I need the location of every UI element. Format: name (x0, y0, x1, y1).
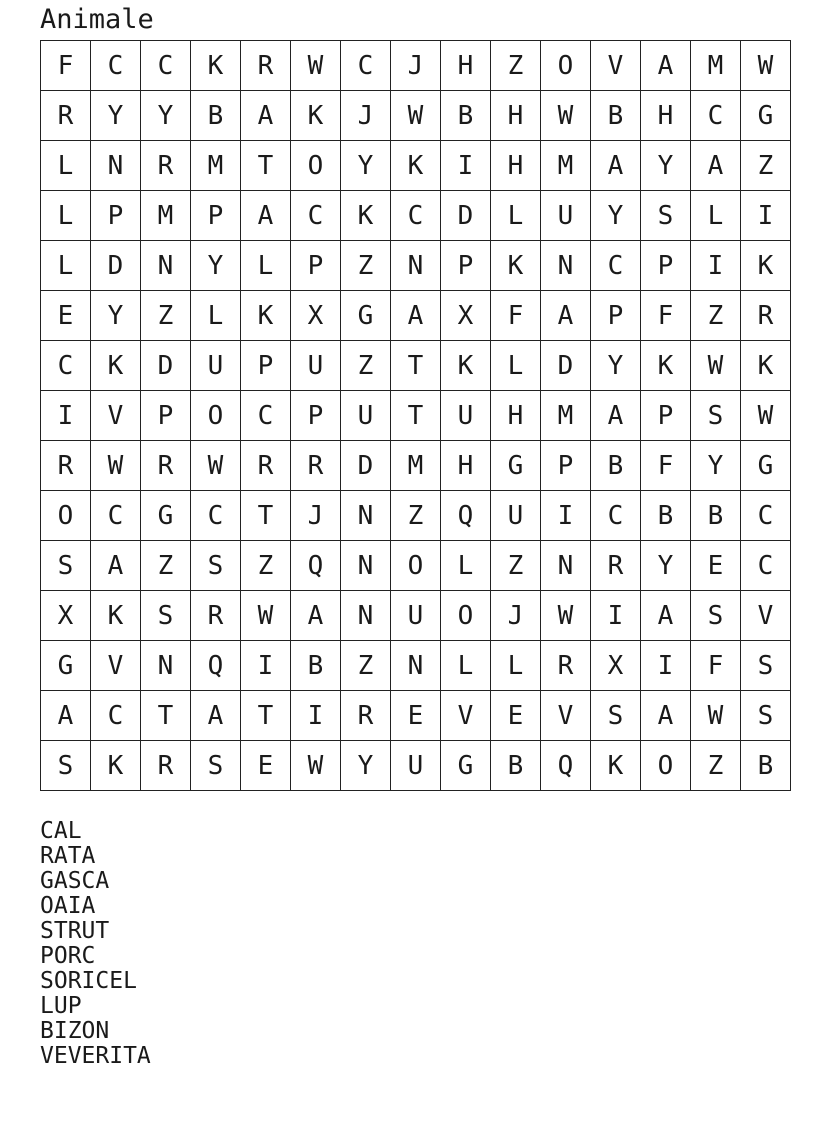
grid-cell[interactable]: T (391, 341, 441, 391)
grid-cell[interactable]: B (741, 741, 791, 791)
grid-cell[interactable]: Y (641, 141, 691, 191)
grid-cell[interactable]: W (691, 341, 741, 391)
grid-cell[interactable]: D (541, 341, 591, 391)
grid-cell[interactable]: L (441, 541, 491, 591)
grid-cell[interactable]: B (191, 91, 241, 141)
grid-cell[interactable]: S (191, 541, 241, 591)
grid-cell[interactable]: B (591, 441, 641, 491)
grid-cell[interactable]: P (441, 241, 491, 291)
grid-cell[interactable]: P (291, 241, 341, 291)
grid-cell[interactable]: I (291, 691, 341, 741)
grid-cell[interactable]: G (441, 741, 491, 791)
grid-cell[interactable]: J (491, 591, 541, 641)
grid-cell[interactable]: T (141, 691, 191, 741)
grid-cell[interactable]: Z (391, 491, 441, 541)
grid-cell[interactable]: I (441, 141, 491, 191)
grid-cell[interactable]: B (641, 491, 691, 541)
grid-cell[interactable]: D (91, 241, 141, 291)
grid-cell[interactable]: W (691, 691, 741, 741)
grid-cell[interactable]: K (391, 141, 441, 191)
grid-cell[interactable]: C (91, 691, 141, 741)
grid-cell[interactable]: Y (141, 91, 191, 141)
grid-cell[interactable]: H (491, 141, 541, 191)
grid-cell[interactable]: A (641, 41, 691, 91)
grid-cell[interactable]: R (741, 291, 791, 341)
grid-cell[interactable]: V (591, 41, 641, 91)
grid-cell[interactable]: U (541, 191, 591, 241)
grid-cell[interactable]: X (41, 591, 91, 641)
grid-cell[interactable]: H (441, 41, 491, 91)
grid-cell[interactable]: W (191, 441, 241, 491)
grid-cell[interactable]: B (591, 91, 641, 141)
grid-cell[interactable]: Z (691, 741, 741, 791)
grid-cell[interactable]: A (641, 591, 691, 641)
grid-cell[interactable]: S (41, 541, 91, 591)
grid-cell[interactable]: U (191, 341, 241, 391)
grid-cell[interactable]: K (341, 191, 391, 241)
grid-cell[interactable]: E (241, 741, 291, 791)
grid-cell[interactable]: Y (341, 141, 391, 191)
grid-cell[interactable]: R (141, 741, 191, 791)
grid-cell[interactable]: C (741, 541, 791, 591)
grid-cell[interactable]: P (541, 441, 591, 491)
grid-cell[interactable]: T (241, 691, 291, 741)
grid-cell[interactable]: E (41, 291, 91, 341)
grid-cell[interactable]: X (291, 291, 341, 341)
grid-cell[interactable]: L (491, 191, 541, 241)
grid-cell[interactable]: C (91, 491, 141, 541)
grid-cell[interactable]: Z (691, 291, 741, 341)
grid-cell[interactable]: I (591, 591, 641, 641)
grid-cell[interactable]: A (691, 141, 741, 191)
grid-cell[interactable]: I (241, 641, 291, 691)
grid-cell[interactable]: F (641, 441, 691, 491)
grid-cell[interactable]: K (491, 241, 541, 291)
grid-cell[interactable]: L (41, 241, 91, 291)
grid-cell[interactable]: C (741, 491, 791, 541)
grid-cell[interactable]: X (591, 641, 641, 691)
grid-cell[interactable]: M (391, 441, 441, 491)
letter-grid (40, 40, 791, 791)
grid-cell[interactable]: C (191, 491, 241, 541)
grid-cell[interactable]: S (741, 641, 791, 691)
grid-cell[interactable]: Z (141, 541, 191, 591)
grid-cell[interactable]: Y (91, 291, 141, 341)
grid-cell[interactable]: Z (491, 41, 541, 91)
grid-cell[interactable]: C (291, 191, 341, 241)
grid-cell[interactable]: T (241, 141, 291, 191)
grid-cell[interactable]: A (91, 541, 141, 591)
grid-cell[interactable]: B (291, 641, 341, 691)
grid-cell[interactable]: S (741, 691, 791, 741)
grid-cell[interactable]: W (91, 441, 141, 491)
grid-cell[interactable]: M (691, 41, 741, 91)
grid-cell[interactable]: Y (341, 741, 391, 791)
grid-cell[interactable]: K (91, 591, 141, 641)
grid-cell[interactable]: Y (591, 341, 641, 391)
grid-cell[interactable]: Y (591, 191, 641, 241)
grid-cell[interactable]: O (191, 391, 241, 441)
grid-cell[interactable]: Z (241, 541, 291, 591)
grid-cell[interactable]: O (441, 591, 491, 641)
grid-cell[interactable]: G (141, 491, 191, 541)
grid-cell[interactable]: O (391, 541, 441, 591)
grid-cell[interactable]: L (691, 191, 741, 241)
grid-cell[interactable]: K (741, 241, 791, 291)
grid-cell[interactable]: Z (141, 291, 191, 341)
grid-cell[interactable]: C (691, 91, 741, 141)
grid-cell[interactable]: V (91, 641, 141, 691)
grid-cell[interactable]: F (491, 291, 541, 341)
grid-cell[interactable]: H (441, 441, 491, 491)
grid-cell[interactable]: G (341, 291, 391, 341)
puzzle-title: Animale (40, 4, 154, 35)
grid-cell[interactable]: G (491, 441, 541, 491)
word-list-item: OAIA (40, 893, 96, 919)
grid-cell[interactable]: W (741, 41, 791, 91)
grid-cell[interactable]: E (491, 691, 541, 741)
grid-cell[interactable]: N (141, 641, 191, 691)
word-list (40, 819, 151, 1069)
grid-cell[interactable]: N (341, 591, 391, 641)
grid-cell[interactable]: C (591, 491, 641, 541)
grid-cell[interactable]: R (541, 641, 591, 691)
grid-cell[interactable]: L (491, 341, 541, 391)
grid-cell[interactable]: I (691, 241, 741, 291)
grid-cell[interactable]: M (191, 141, 241, 191)
grid-cell[interactable]: U (491, 491, 541, 541)
grid-cell[interactable]: G (41, 641, 91, 691)
word-list-item: STRUT (40, 918, 110, 944)
grid-cell[interactable]: G (741, 441, 791, 491)
grid-cell[interactable]: K (641, 341, 691, 391)
grid-cell[interactable]: P (191, 191, 241, 241)
grid-cell[interactable]: I (641, 641, 691, 691)
grid-cell[interactable]: B (491, 741, 541, 791)
grid-cell[interactable]: A (41, 691, 91, 741)
grid-cell[interactable]: Q (441, 491, 491, 541)
grid-cell[interactable]: C (241, 391, 291, 441)
grid-cell[interactable]: P (641, 391, 691, 441)
grid-cell[interactable]: W (241, 591, 291, 641)
grid-cell[interactable]: R (41, 91, 91, 141)
grid-cell[interactable]: W (541, 91, 591, 141)
grid-cell[interactable]: Y (191, 241, 241, 291)
grid-cell[interactable]: M (141, 191, 191, 241)
grid-cell[interactable]: S (641, 191, 691, 241)
grid-cell[interactable]: V (741, 591, 791, 641)
grid-cell[interactable]: R (591, 541, 641, 591)
grid-cell[interactable]: N (391, 241, 441, 291)
grid-cell[interactable]: W (541, 591, 591, 641)
grid-cell[interactable]: U (341, 391, 391, 441)
grid-cell[interactable]: A (191, 691, 241, 741)
grid-cell[interactable]: H (491, 91, 541, 141)
grid-cell[interactable]: Z (341, 641, 391, 691)
grid-cell[interactable]: K (91, 741, 141, 791)
grid-cell[interactable]: N (341, 491, 391, 541)
grid-cell[interactable]: C (91, 41, 141, 91)
grid-cell[interactable]: V (91, 391, 141, 441)
grid-cell[interactable]: J (291, 491, 341, 541)
grid-cell[interactable]: S (691, 391, 741, 441)
grid-cell[interactable]: A (591, 141, 641, 191)
grid-cell[interactable]: C (391, 191, 441, 241)
grid-cell[interactable]: N (541, 241, 591, 291)
grid-cell[interactable]: Y (641, 541, 691, 591)
grid-cell[interactable]: C (141, 41, 191, 91)
grid-cell[interactable]: L (41, 141, 91, 191)
grid-cell[interactable]: K (91, 341, 141, 391)
grid-cell[interactable]: M (541, 141, 591, 191)
grid-cell[interactable]: D (441, 191, 491, 241)
grid-cell[interactable]: B (441, 91, 491, 141)
grid-cell[interactable]: Q (291, 541, 341, 591)
grid-cell[interactable]: X (441, 291, 491, 341)
word-list-item: BIZON (40, 1018, 110, 1044)
grid-cell[interactable]: W (391, 91, 441, 141)
grid-cell[interactable]: R (241, 441, 291, 491)
grid-cell[interactable]: V (541, 691, 591, 741)
grid-cell[interactable]: S (141, 591, 191, 641)
grid-cell[interactable]: L (241, 241, 291, 291)
grid-cell[interactable]: S (41, 741, 91, 791)
grid-cell[interactable]: C (591, 241, 641, 291)
grid-cell[interactable]: Z (491, 541, 541, 591)
grid-cell[interactable]: R (241, 41, 291, 91)
grid-cell[interactable]: P (141, 391, 191, 441)
word-list-item: LUP (40, 993, 82, 1019)
grid-cell[interactable]: M (541, 391, 591, 441)
grid-cell[interactable]: U (391, 591, 441, 641)
grid-cell[interactable]: A (241, 191, 291, 241)
grid-cell[interactable]: C (341, 41, 391, 91)
grid-cell[interactable]: T (241, 491, 291, 541)
grid-cell[interactable]: R (141, 441, 191, 491)
grid-cell[interactable]: N (91, 141, 141, 191)
grid-cell[interactable]: H (491, 391, 541, 441)
grid-cell[interactable]: W (291, 41, 341, 91)
word-list-item: GASCA (40, 868, 110, 894)
grid-cell[interactable]: P (591, 291, 641, 341)
grid-cell[interactable]: B (691, 491, 741, 541)
grid-cell[interactable]: Q (541, 741, 591, 791)
grid-cell[interactable]: I (41, 391, 91, 441)
grid-cell[interactable]: V (441, 691, 491, 741)
grid-cell[interactable]: P (241, 341, 291, 391)
grid-cell[interactable]: A (591, 391, 641, 441)
grid-cell[interactable]: P (291, 391, 341, 441)
grid-cell[interactable]: K (741, 341, 791, 391)
grid-cell[interactable]: N (341, 541, 391, 591)
grid-cell[interactable]: O (41, 491, 91, 541)
word-list-item: RATA (40, 843, 96, 869)
grid-cell[interactable]: A (641, 691, 691, 741)
grid-cell[interactable]: K (191, 41, 241, 91)
grid-cell[interactable]: O (641, 741, 691, 791)
grid-cell[interactable]: Z (341, 241, 391, 291)
grid-cell[interactable]: U (391, 741, 441, 791)
word-list-item: VEVERITA (40, 1043, 151, 1069)
grid-cell[interactable]: R (341, 691, 391, 741)
grid-cell[interactable]: S (691, 591, 741, 641)
grid-cell[interactable]: S (191, 741, 241, 791)
grid-cell[interactable]: N (391, 641, 441, 691)
grid-cell[interactable]: Z (741, 141, 791, 191)
grid-cell[interactable]: N (141, 241, 191, 291)
grid-cell[interactable]: E (391, 691, 441, 741)
grid-cell[interactable]: G (741, 91, 791, 141)
grid-cell[interactable]: J (391, 41, 441, 91)
grid-cell[interactable]: K (441, 341, 491, 391)
grid-cell[interactable]: Q (191, 641, 241, 691)
grid-cell[interactable]: K (291, 91, 341, 141)
grid-cell[interactable]: D (141, 341, 191, 391)
grid-cell[interactable]: L (191, 291, 241, 341)
grid-cell[interactable]: U (291, 341, 341, 391)
grid-cell[interactable]: N (541, 541, 591, 591)
grid-cell[interactable]: A (291, 591, 341, 641)
grid-cell[interactable]: R (191, 591, 241, 641)
grid-cell[interactable]: L (41, 191, 91, 241)
grid-cell[interactable]: U (441, 391, 491, 441)
grid-cell[interactable]: H (641, 91, 691, 141)
word-list-item: PORC (40, 943, 96, 969)
grid-cell[interactable]: W (741, 391, 791, 441)
grid-cell[interactable]: F (41, 41, 91, 91)
grid-cell[interactable]: Y (91, 91, 141, 141)
grid-cell[interactable]: S (591, 691, 641, 741)
grid-cell[interactable]: R (141, 141, 191, 191)
grid-cell[interactable]: P (641, 241, 691, 291)
grid-cell[interactable]: R (291, 441, 341, 491)
grid-cell[interactable]: F (691, 641, 741, 691)
grid-cell[interactable]: L (491, 641, 541, 691)
grid-cell[interactable]: J (341, 91, 391, 141)
grid-cell[interactable]: L (441, 641, 491, 691)
grid-cell[interactable]: W (291, 741, 341, 791)
grid-cell[interactable]: I (541, 491, 591, 541)
grid-cell[interactable]: I (741, 191, 791, 241)
grid-cell[interactable]: A (541, 291, 591, 341)
grid-cell[interactable]: O (541, 41, 591, 91)
grid-cell[interactable]: Z (341, 341, 391, 391)
grid-cell[interactable]: T (391, 391, 441, 441)
grid-cell[interactable]: A (391, 291, 441, 341)
grid-cell[interactable]: K (591, 741, 641, 791)
word-list-item: CAL (40, 818, 82, 844)
grid-cell[interactable]: Y (691, 441, 741, 491)
grid-cell[interactable]: K (241, 291, 291, 341)
grid-cell[interactable]: O (291, 141, 341, 191)
word-list-item: SORICEL (40, 968, 137, 994)
grid-cell[interactable]: D (341, 441, 391, 491)
grid-cell[interactable]: C (41, 341, 91, 391)
grid-cell[interactable]: F (641, 291, 691, 341)
grid-cell[interactable]: R (41, 441, 91, 491)
grid-cell[interactable]: A (241, 91, 291, 141)
grid-cell[interactable]: E (691, 541, 741, 591)
grid-cell[interactable]: P (91, 191, 141, 241)
